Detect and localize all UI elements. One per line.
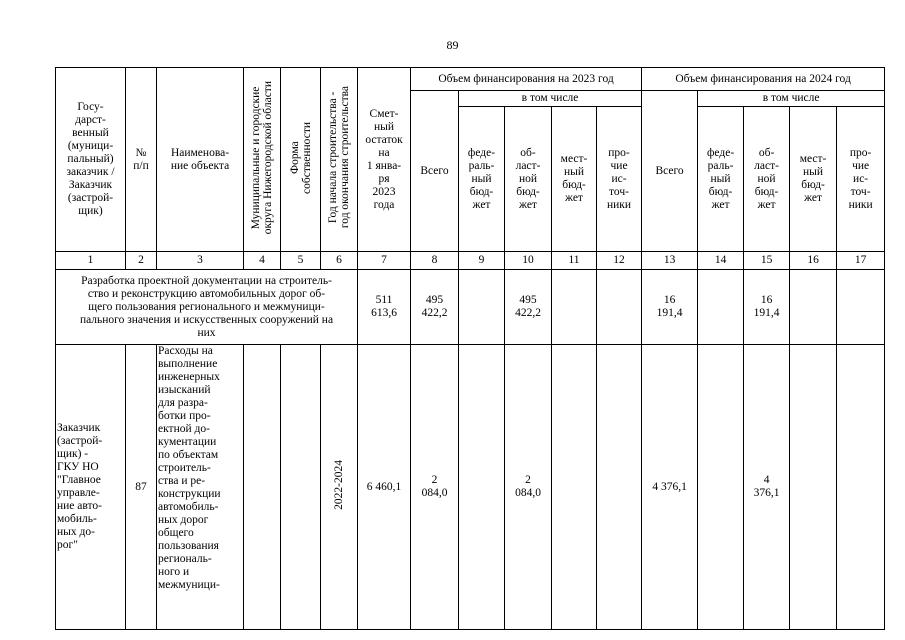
col-num: 4 xyxy=(244,252,281,270)
header-regional-2023: об- ласт- ной бюд- жет xyxy=(505,107,552,252)
row-local-2023 xyxy=(552,345,597,630)
row-regional-2023: 2 084,0 xyxy=(505,345,552,630)
row-other-2024 xyxy=(837,345,885,630)
col-num: 7 xyxy=(358,252,411,270)
col-num: 9 xyxy=(459,252,505,270)
header-years: Год начала строительства - год окончания строительства xyxy=(327,86,351,229)
header-including-2023: в том числе xyxy=(459,91,642,107)
col-num: 1 xyxy=(56,252,126,270)
header-object-name: Наименова- ние объекта xyxy=(157,68,244,252)
column-number-row xyxy=(56,252,885,270)
page-number: 89 xyxy=(446,38,459,52)
row-local-2024 xyxy=(790,345,837,630)
section-regional-2024: 16 191,4 xyxy=(744,270,790,345)
header-estimate: Смет- ный остаток на 1 янва- ря 2023 года xyxy=(358,68,411,252)
header-customer: Госу- дарст- венный (муници- пальный) заказчик / Заказчик (застрой- щик) xyxy=(56,68,126,252)
table-row xyxy=(56,345,885,630)
header-fin-2023: Объем финансирования на 2023 год xyxy=(411,68,642,91)
header-including-2024: в том числе xyxy=(698,91,885,107)
header-regional-2024: об- ласт- ной бюд- жет xyxy=(744,107,790,252)
section-federal-2023 xyxy=(459,270,505,345)
row-total-2024: 4 376,1 xyxy=(642,345,698,630)
header-ownership-cell xyxy=(281,68,321,252)
row-years-cell xyxy=(321,345,358,630)
header-ownership: Форма собственности xyxy=(288,121,313,194)
col-num: 5 xyxy=(281,252,321,270)
col-num: 13 xyxy=(642,252,698,270)
header-years-cell xyxy=(321,68,358,252)
row-estimate: 6 460,1 xyxy=(358,345,411,630)
section-regional-2023: 495 422,2 xyxy=(505,270,552,345)
row-object-name: Расходы на выполнение инженерных изысканий для разра- ботки про- ектной до- кументации по объектам строитель- ства и ре- конструкции автомобиль- ных дорог общего пользования региональ- ного и межмуници- xyxy=(157,345,244,630)
col-num: 11 xyxy=(552,252,597,270)
row-regional-2024: 4 376,1 xyxy=(744,345,790,630)
financing-table xyxy=(55,67,885,630)
col-num: 16 xyxy=(790,252,837,270)
section-local-2023 xyxy=(552,270,597,345)
header-municipal: Муниципальные и городские округа Нижегородской области xyxy=(250,80,274,235)
section-estimate: 511 613,6 xyxy=(358,270,411,345)
section-title: Разработка проектной документации на строитель- ство и реконструкцию автомобильных дорог об- щего пользования регионального и межмуници- пального значения и искусственных сооружений на них xyxy=(56,270,358,345)
row-ownership xyxy=(281,345,321,630)
row-federal-2024 xyxy=(698,345,744,630)
section-other-2023 xyxy=(597,270,642,345)
section-total-2023: 495 422,2 xyxy=(411,270,459,345)
header-federal-2023: феде- раль- ный бюд- жет xyxy=(459,107,505,252)
row-other-2023 xyxy=(597,345,642,630)
header-total-2023: Всего xyxy=(411,91,459,252)
col-num: 2 xyxy=(126,252,157,270)
row-total-2023: 2 084,0 xyxy=(411,345,459,630)
col-num: 8 xyxy=(411,252,459,270)
col-num: 15 xyxy=(744,252,790,270)
row-years: 2022-2024 xyxy=(333,460,345,510)
header-local-2023: мест- ный бюд- жет xyxy=(552,107,597,252)
col-num: 12 xyxy=(597,252,642,270)
col-num: 10 xyxy=(505,252,552,270)
col-num: 17 xyxy=(837,252,885,270)
header-other-2023: про- чие ис- точ- ники xyxy=(597,107,642,252)
row-customer: Заказчик (застрой- щик) - ГКУ НО "Главное управле- ние авто- мобиль- ных до- рог" xyxy=(56,345,126,630)
header-local-2024: мест- ный бюд- жет xyxy=(790,107,837,252)
section-other-2024 xyxy=(837,270,885,345)
col-num: 3 xyxy=(157,252,244,270)
header-municipal-cell xyxy=(244,68,281,252)
row-federal-2023 xyxy=(459,345,505,630)
header-total-2024: Всего xyxy=(642,91,698,252)
col-num: 14 xyxy=(698,252,744,270)
header-other-2024: про- чие ис- точ- ники xyxy=(837,107,885,252)
section-total-2024: 16 191,4 xyxy=(642,270,698,345)
header-federal-2024: феде- раль- ный бюд- жет xyxy=(698,107,744,252)
row-num: 87 xyxy=(126,345,157,630)
col-num: 6 xyxy=(321,252,358,270)
header-num: № п/п xyxy=(126,68,157,252)
row-municipal xyxy=(244,345,281,630)
section-federal-2024 xyxy=(698,270,744,345)
header-fin-2024: Объем финансирования на 2024 год xyxy=(642,68,885,91)
section-row xyxy=(56,270,885,345)
section-local-2024 xyxy=(790,270,837,345)
